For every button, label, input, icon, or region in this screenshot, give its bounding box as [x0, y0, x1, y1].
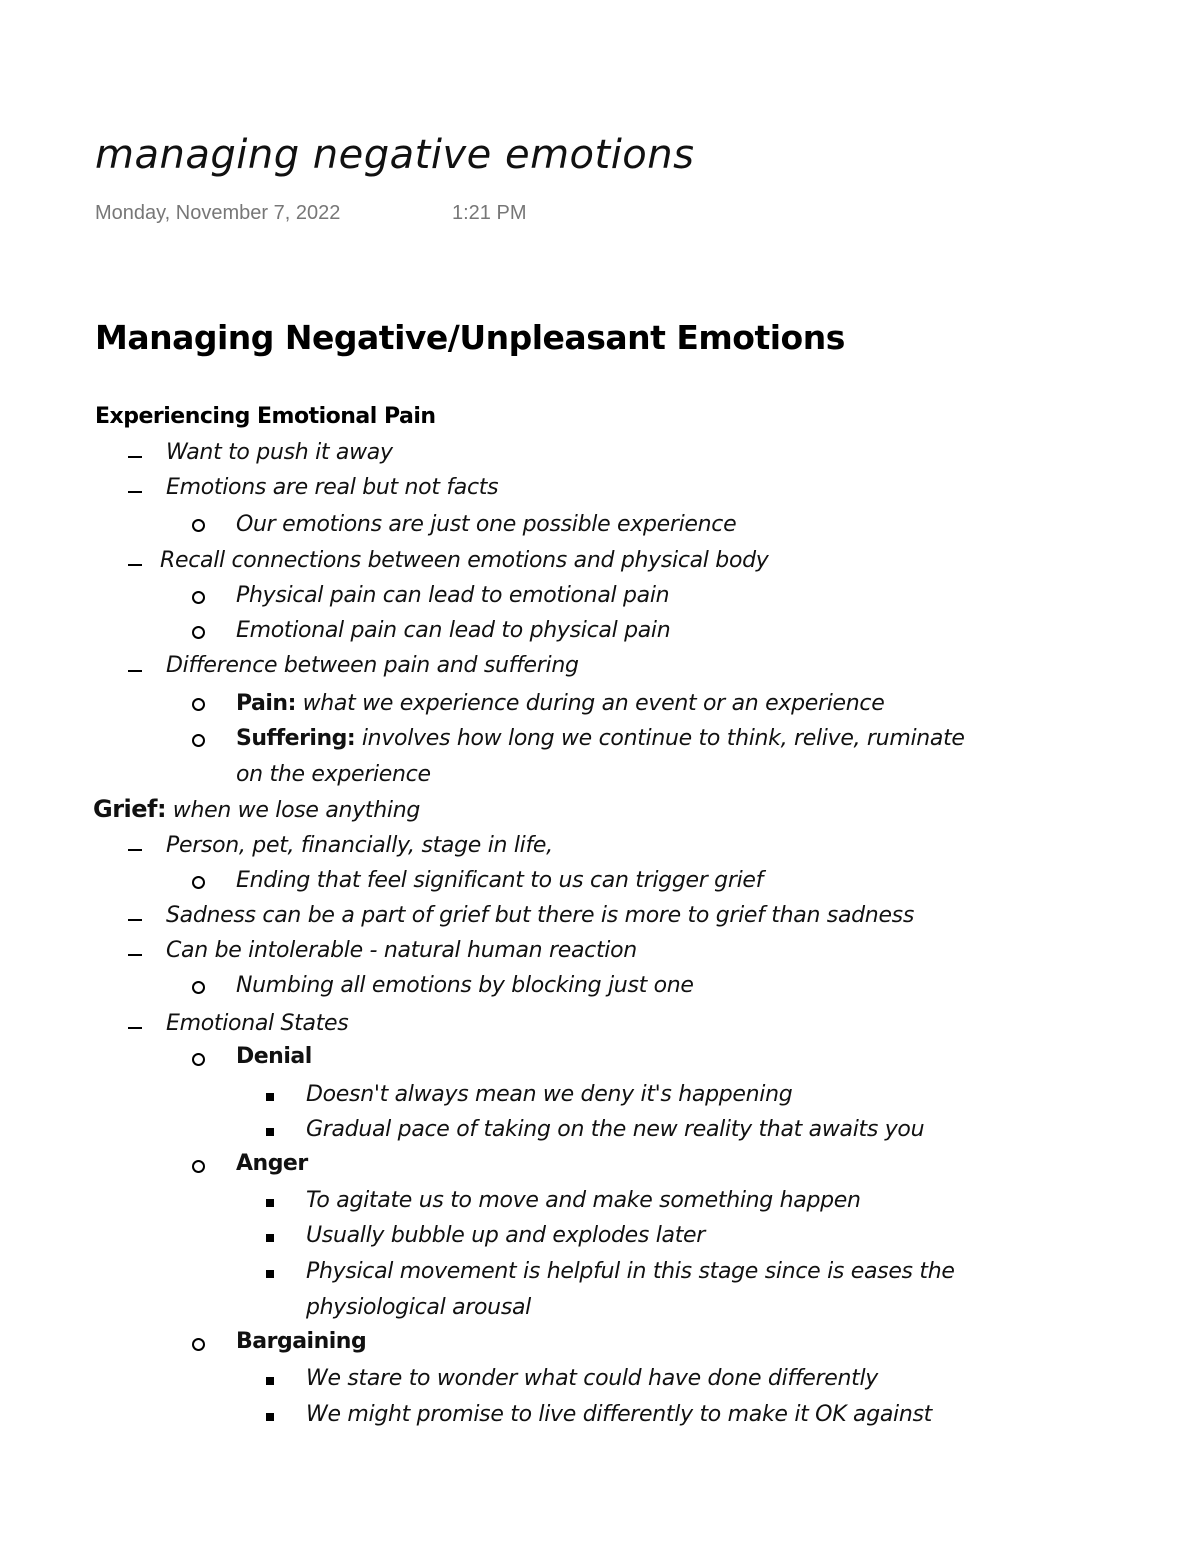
list-item: To agitate us to move and make something happen: [306, 1188, 861, 1213]
square-bullet-icon: [266, 1270, 274, 1278]
main-heading: Managing Negative/Unpleasant Emotions: [95, 318, 845, 357]
square-bullet-icon: [266, 1413, 274, 1421]
circle-bullet-icon: [192, 876, 205, 889]
section-title-experiencing: Experiencing Emotional Pain: [95, 404, 436, 429]
list-item: Can be intolerable - natural human reaction: [166, 938, 637, 963]
term-grief: Grief:: [93, 795, 167, 823]
list-item: We stare to wonder what could have done differently: [306, 1366, 878, 1391]
definition-grief: when we lose anything: [166, 798, 420, 823]
circle-bullet-icon: [192, 734, 205, 747]
term-pain: Pain:: [236, 691, 296, 716]
definition-pain: what we experience during an event or an experience: [295, 691, 885, 716]
circle-bullet-icon: [192, 1338, 205, 1351]
list-item: Person, pet, financially, stage in life,: [166, 833, 553, 858]
stage-title-anger: Anger: [236, 1151, 308, 1176]
dash-bullet-icon: [128, 564, 142, 566]
list-item: Emotional States: [166, 1011, 349, 1036]
circle-bullet-icon: [192, 698, 205, 711]
dash-bullet-icon: [128, 849, 142, 851]
dash-bullet-icon: [128, 919, 142, 921]
list-item: [236, 726, 965, 751]
page-time: 1:21 PM: [452, 202, 527, 224]
square-bullet-icon: [266, 1093, 274, 1101]
list-item: Want to push it away: [166, 440, 393, 465]
stage-title-denial: Denial: [236, 1044, 312, 1069]
list-item: Sadness can be a part of grief but there is more to grief than sadness: [166, 903, 915, 928]
circle-bullet-icon: [192, 1053, 205, 1066]
square-bullet-icon: [266, 1234, 274, 1242]
stage-title-bargaining: Bargaining: [236, 1329, 367, 1354]
list-item: Difference between pain and suffering: [166, 653, 579, 678]
square-bullet-icon: [266, 1128, 274, 1136]
list-item: Physical pain can lead to emotional pain: [236, 583, 670, 608]
list-item: Gradual pace of taking on the new reality that awaits you: [306, 1117, 925, 1142]
square-bullet-icon: [266, 1199, 274, 1207]
grief-line: [93, 795, 420, 823]
list-item: Emotions are real but not facts: [166, 475, 499, 500]
list-item: Numbing all emotions by blocking just one: [236, 973, 694, 998]
page-date: Monday, November 7, 2022: [95, 202, 341, 224]
list-item: Our emotions are just one possible experience: [236, 512, 737, 537]
dash-bullet-icon: [128, 954, 142, 956]
dash-bullet-icon: [128, 456, 142, 458]
list-item: Physical movement is helpful in this stage since is eases the: [306, 1259, 955, 1284]
list-item-continuation: physiological arousal: [306, 1295, 531, 1320]
list-item: We might promise to live differently to make it OK against: [306, 1402, 932, 1427]
list-item-continuation: on the experience: [236, 762, 431, 787]
dash-bullet-icon: [128, 491, 142, 493]
definition-suffering: involves how long we continue to think, relive, ruminate: [355, 726, 965, 751]
circle-bullet-icon: [192, 1160, 205, 1173]
list-item: Doesn't always mean we deny it's happening: [306, 1082, 793, 1107]
circle-bullet-icon: [192, 519, 205, 532]
list-item: Ending that feel significant to us can trigger grief: [236, 868, 764, 893]
circle-bullet-icon: [192, 626, 205, 639]
dash-bullet-icon: [128, 1027, 142, 1029]
list-item: Emotional pain can lead to physical pain: [236, 618, 671, 643]
list-item: Usually bubble up and explodes later: [306, 1223, 706, 1248]
circle-bullet-icon: [192, 591, 205, 604]
circle-bullet-icon: [192, 981, 205, 994]
list-item: [236, 691, 884, 716]
square-bullet-icon: [266, 1377, 274, 1385]
term-suffering: Suffering:: [236, 726, 356, 751]
list-item: Recall connections between emotions and physical body: [160, 548, 769, 573]
dash-bullet-icon: [128, 670, 142, 672]
page-title: managing negative emotions: [95, 132, 695, 178]
